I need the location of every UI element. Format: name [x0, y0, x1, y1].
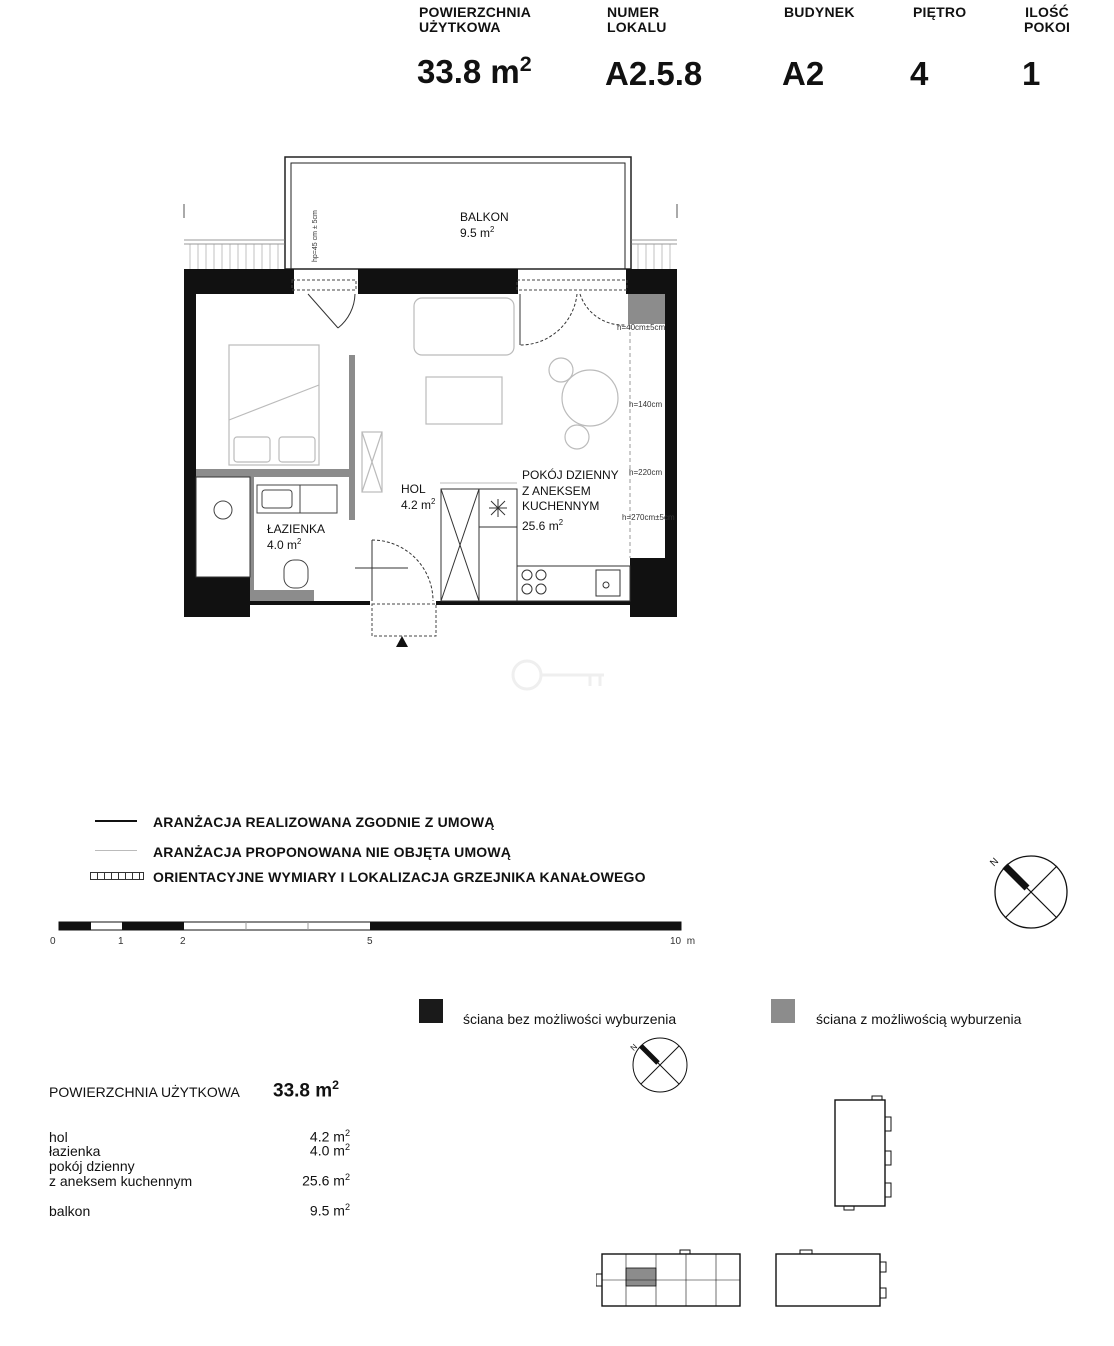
dim-h220: h=220cm [629, 468, 663, 477]
bathroom-area: 4.0 $m^2$ [267, 537, 302, 552]
dim-h40: h=40cm±5cm [617, 323, 666, 332]
compass-small-north-label: N [628, 1042, 640, 1053]
balcony [184, 157, 677, 269]
unit-value: A2.5.8 [605, 55, 703, 92]
summary-row-living-value: 25.6 $m^2$ [302, 1172, 350, 1189]
building-label: BUDYNEK [784, 4, 855, 20]
hall-area: 4.2 $m^2$ [401, 497, 436, 512]
compass-small-icon [628, 1035, 692, 1095]
summary-row-bath-label: łazienka [49, 1143, 101, 1159]
dim-h140: h=140cm [629, 400, 663, 409]
floor-label: PIĘTRO [913, 4, 967, 20]
removable-walls [196, 294, 665, 601]
summary-row-bath-value: 4.0 $m^2$ [309, 1142, 350, 1159]
legend-line-solid [95, 820, 137, 822]
scale-tick-2: 2 [180, 936, 186, 947]
balcony-name: BALKON [460, 210, 509, 224]
scale-bar [55, 920, 695, 932]
area-value: 33.8 $m^2$ [417, 52, 532, 90]
summary-row-hall-label: hol [49, 1129, 68, 1145]
living-room-label: POKÓJ DZIENNY Z ANEKSEM KUCHENNYM 25.6 $m^2$ [522, 468, 619, 533]
watermark-key-icon [513, 661, 604, 689]
keyplan-building-b [770, 1246, 890, 1310]
rooms-label: ILOŚĆ POKOI [1024, 4, 1071, 35]
fixed-walls [184, 269, 677, 617]
legend-radiator-marker [90, 872, 144, 880]
scale-tick-0: 0 [50, 936, 56, 947]
hall-name: HOL [401, 482, 426, 496]
removable-wall-label: ściana z możliwością wyburzenia [816, 1011, 1022, 1027]
keyplan-building-a2 [596, 1246, 746, 1310]
radiator-markers [292, 280, 627, 636]
balcony-height-dim: hp=45 cm ± 5cm [312, 210, 319, 262]
fixed-wall-label: ściana bez możliwości wyburzenia [463, 1011, 677, 1027]
scale-tick-5: 5 [367, 936, 373, 947]
proposed-furniture [229, 298, 618, 492]
summary-row-hall-value: 4.2 $m^2$ [309, 1128, 350, 1145]
balcony-area: 9.5 $m^2$ [460, 225, 495, 240]
legend-item-contract: ARANŻACJA REALIZOWANA ZGODNIE Z UMOWĄ [153, 814, 495, 830]
fixed-wall-swatch [419, 999, 443, 1023]
rooms-value: 1 [1022, 55, 1041, 92]
bathroom-name: ŁAZIENKA [267, 522, 326, 536]
summary-row-living-label: pokój dzienny z aneksem kuchennym [49, 1158, 193, 1189]
summary-total-value: 33.8 $m^2$ [273, 1078, 340, 1102]
summary-row-balcony-value: 9.5 $m^2$ [309, 1202, 350, 1219]
unit-label: NUMER LOKALU [607, 4, 667, 35]
legend-item-proposed: ARANŻACJA PROPONOWANA NIE OBJĘTA UMOWĄ [153, 844, 512, 860]
keyplan-building-vertical [830, 1095, 896, 1215]
dim-h270: h=270cm±5cm [622, 513, 675, 522]
entrance-arrow-icon [396, 636, 408, 647]
summary-row-balcony-label: balkon [49, 1203, 91, 1219]
compass-north-label: N [988, 856, 1002, 869]
legend-item-radiator: ORIENTACYJNE WYMIARY I LOKALIZACJA GRZEJNIKA KANAŁOWEGO [153, 869, 646, 885]
building-value: A2 [782, 55, 825, 92]
legend-line-proposed [95, 850, 137, 851]
scale-tick-10: 10 m [670, 936, 696, 947]
area-label: POWIERZCHNIA UŻYTKOWA [419, 4, 532, 35]
removable-wall-swatch [771, 999, 795, 1023]
scale-tick-1: 1 [118, 936, 124, 947]
floor-value: 4 [910, 55, 929, 92]
summary-total-label: POWIERZCHNIA UŻYTKOWA [49, 1084, 240, 1100]
